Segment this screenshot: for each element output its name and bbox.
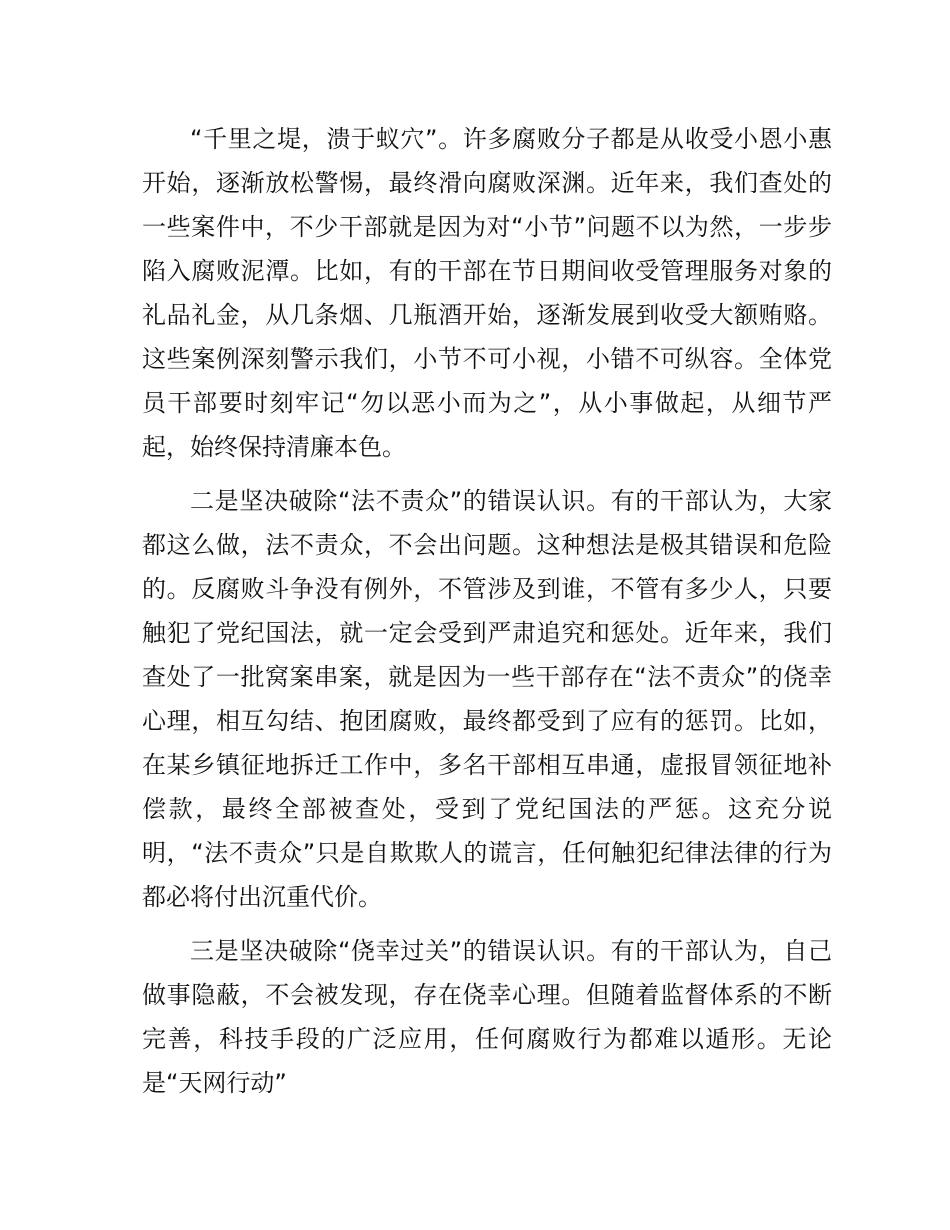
paragraph-1: “千里之堤，溃于蚁穴”。许多腐败分子都是从收受小恩小惠开始，逐渐放松警惕，最终滑向腐败深渊。近年来，我们查处的一些案件中，不少干部就是因为对“小节”问题不以为然，一步步陷入腐败泥潭。比如，有的干部在节日期间收受管理服务对象的礼品礼金，从几条烟、几瓶酒开始，逐渐发展到收受大额贿赂。这些案例深刻警示我们，小节不可小视，小错不可纵容。全体党员干部要时刻牢记“勿以恶小而为之”，从小事做起，从细节严起，始终保持清廉本色。	[142, 125, 832, 461]
document-body	[142, 117, 832, 1115]
paragraph-2: 二是坚决破除“法不责众”的错误认识。有的干部认为，大家都这么做，法不责众，不会出问题。这种想法是极其错误和危险的。反腐败斗争没有例外，不管涉及到谁，不管有多少人，只要触犯了党纪国法，就一定会受到严肃追究和惩处。近年来，我们查处了一批窝案串案，就是因为一些干部存在“法不责众”的侥幸心理，相互勾结、抱团腐败，最终都受到了应有的惩罚。比如，在某乡镇征地拆迁工作中，多名干部相互串通，虚报冒领征地补偿款，最终全部被查处，受到了党纪国法的严惩。这充分说明，“法不责众”只是自欺欺人的谎言，任何触犯纪律法律的行为都必将付出沉重代价。	[142, 487, 832, 911]
paragraph-3: 三是坚决破除“侥幸过关”的错误认识。有的干部认为，自己做事隐蔽，不会被发现，存在侥幸心理。但随着监督体系的不断完善，科技手段的广泛应用，任何腐败行为都难以遁形。无论是“天网行动”	[142, 937, 832, 1097]
